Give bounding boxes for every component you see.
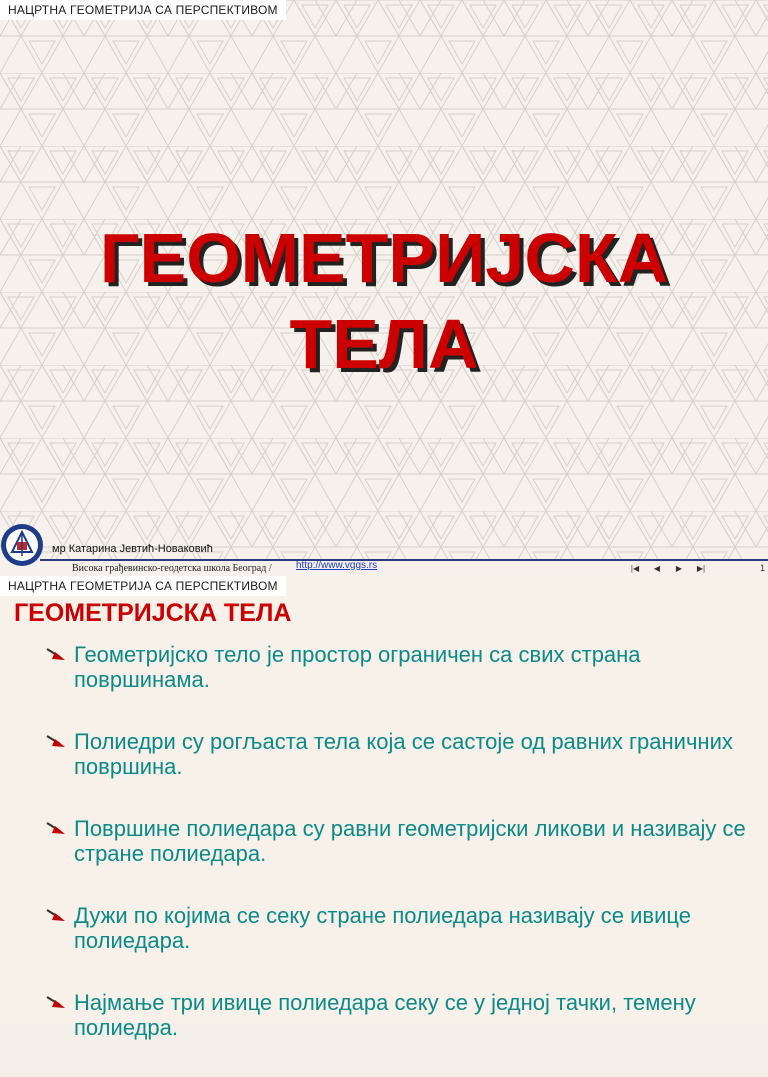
last-slide-button[interactable]: ▶| bbox=[696, 563, 706, 573]
arrow-bullet-icon bbox=[46, 734, 66, 748]
slide-header: НАЦРТНА ГЕОМЕТРИЈА СА ПЕРСПЕКТИВОМ bbox=[0, 576, 286, 596]
bullet-text: Површине полиедара су равни геометријски ликови и називају се стране полиедара. bbox=[74, 816, 746, 866]
arrow-bullet-icon bbox=[46, 995, 66, 1009]
list-item bbox=[46, 642, 746, 692]
slide-title: ГЕОМЕТРИЈСКА ТЕЛА bbox=[14, 599, 292, 627]
list-item bbox=[46, 816, 746, 866]
list-item bbox=[46, 729, 746, 779]
school-website-link[interactable]: http://www.vggs.rs bbox=[296, 560, 378, 571]
arrow-bullet-icon bbox=[46, 908, 66, 922]
slide-title bbox=[0, 215, 768, 387]
next-slide-button[interactable]: ▶ bbox=[675, 563, 683, 573]
bullet-list bbox=[46, 642, 746, 1077]
arrow-bullet-icon bbox=[46, 821, 66, 835]
bullet-text: Дужи по којима се секу стране полиедара називају се ивице полиедара. bbox=[74, 903, 691, 953]
arrow-bullet-icon bbox=[46, 647, 66, 661]
previous-slide-button[interactable]: ◀ bbox=[653, 563, 661, 573]
footer-divider bbox=[40, 559, 768, 561]
content-slide bbox=[0, 576, 768, 1040]
school-name: Висока грађевинско-геодетска школа Београд / bbox=[72, 563, 272, 574]
slide-header: НАЦРТНА ГЕОМЕТРИЈА СА ПЕРСПЕКТИВОМ bbox=[0, 0, 286, 20]
bullet-text: Полиедри су рогљаста тела која се састоје од равних граничних површина. bbox=[74, 729, 733, 779]
list-item bbox=[46, 903, 746, 953]
title-line-1: ГЕОМЕТРИЈСКА bbox=[99, 219, 669, 297]
bullet-text: Геометријско тело је простор ограничен са свих страна површинама. bbox=[74, 642, 641, 692]
slide-navigation bbox=[624, 562, 712, 574]
bullet-text: Најмање три ивице полиедара секу се у једној тачки, темену полиедра. bbox=[74, 990, 696, 1040]
author-name: мр Катарина Јевтић-Новаковић bbox=[52, 543, 213, 555]
list-item bbox=[46, 990, 746, 1040]
page-number: 1 bbox=[760, 563, 766, 573]
title-line-2: ТЕЛА bbox=[289, 305, 479, 383]
first-slide-button[interactable]: |◀ bbox=[630, 563, 640, 573]
